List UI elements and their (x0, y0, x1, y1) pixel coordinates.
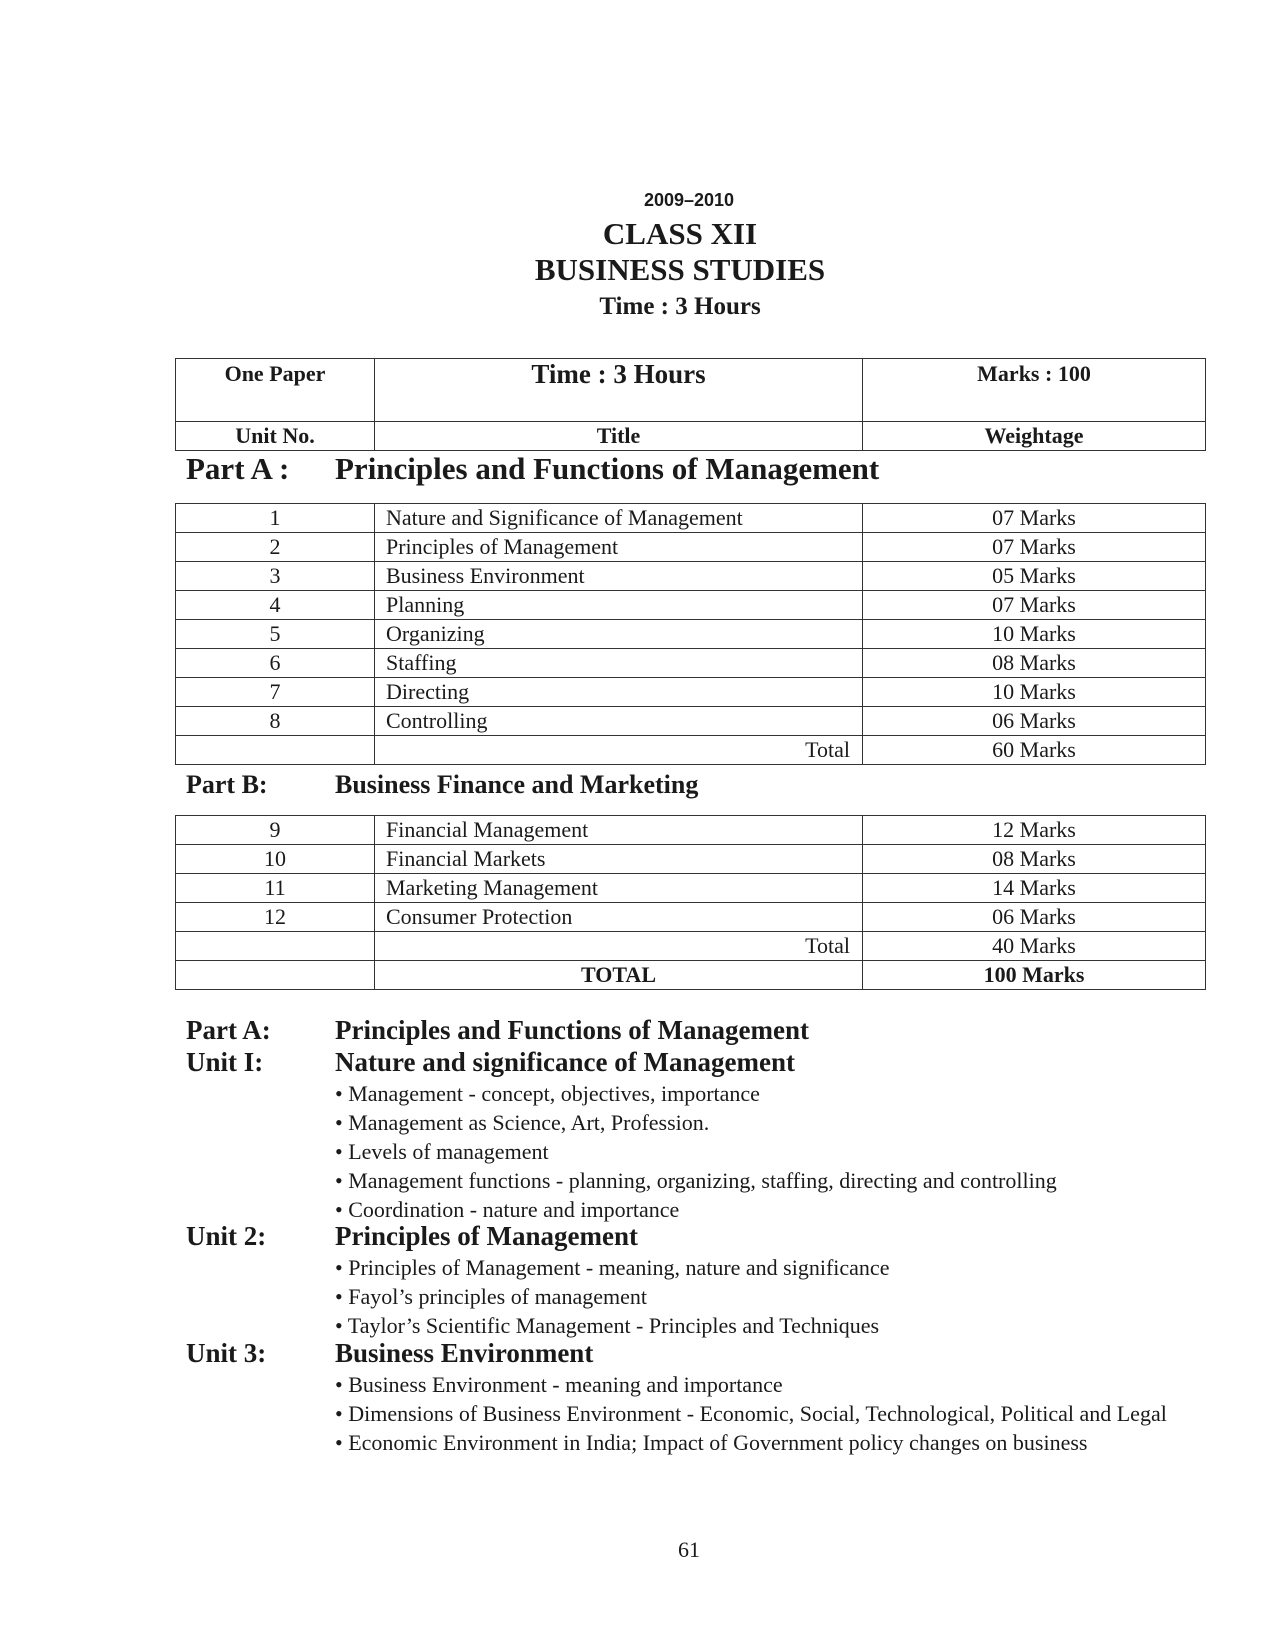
table-row (176, 649, 1206, 678)
part-b-table (175, 815, 1206, 990)
unit-marks: 10 Marks (863, 620, 1206, 649)
unit-number: 4 (176, 591, 375, 620)
unit-title: Controlling (375, 707, 863, 736)
empty-cell (176, 961, 375, 990)
list-item: • Management as Science, Art, Profession. (335, 1110, 710, 1135)
table-row (176, 816, 1206, 845)
list-item: • Economic Environment in India; Impact of Government policy changes on business (335, 1430, 1088, 1455)
table-row (176, 533, 1206, 562)
unit-title: Consumer Protection (375, 903, 863, 932)
unit-2-title: Principles of Management (335, 1221, 638, 1251)
grand-total-row (176, 961, 1206, 990)
unit-marks: 07 Marks (863, 533, 1206, 562)
unit-number: 6 (176, 649, 375, 678)
unit-1-heading (186, 1047, 795, 1078)
paper-cell: One Paper (176, 359, 375, 422)
part-a-table (175, 503, 1206, 765)
table-row (176, 707, 1206, 736)
total-label: Total (375, 932, 863, 961)
unit-marks: 06 Marks (863, 903, 1206, 932)
grand-total-label: TOTAL (375, 961, 863, 990)
unit-title: Staffing (375, 649, 863, 678)
unit-3-title: Business Environment (335, 1338, 594, 1368)
column-header-title: Title (375, 422, 863, 451)
unit-number: 12 (176, 903, 375, 932)
unit-number: 11 (176, 874, 375, 903)
academic-year: 2009–2010 (643, 190, 735, 210)
unit-marks: 08 Marks (863, 649, 1206, 678)
list-item: • Fayol’s principles of management (335, 1284, 647, 1309)
total-row (176, 736, 1206, 765)
unit-title: Marketing Management (375, 874, 863, 903)
unit-title: Principles of Management (375, 533, 863, 562)
total-marks: 60 Marks (863, 736, 1206, 765)
unit-1-label: Unit I: (186, 1047, 264, 1077)
list-item: • Principles of Management - meaning, nature and significance (335, 1255, 890, 1280)
unit-marks: 06 Marks (863, 707, 1206, 736)
column-header-weightage: Weightage (863, 422, 1206, 451)
grand-total-marks: 100 Marks (863, 961, 1206, 990)
unit-number: 10 (176, 845, 375, 874)
list-item: • Business Environment - meaning and importance (335, 1372, 783, 1397)
syllabus-part-heading (186, 1015, 809, 1046)
unit-title: Business Environment (375, 562, 863, 591)
list-item: • Levels of management (335, 1139, 549, 1164)
empty-cell (176, 736, 375, 765)
unit-number: 2 (176, 533, 375, 562)
unit-1-topics (335, 1079, 1215, 1224)
total-marks: 40 Marks (863, 932, 1206, 961)
unit-marks: 10 Marks (863, 678, 1206, 707)
unit-marks: 07 Marks (863, 591, 1206, 620)
syllabus-part-title: Principles and Functions of Management (335, 1015, 810, 1045)
unit-number: 1 (176, 504, 375, 533)
part-b-heading (186, 770, 698, 800)
unit-marks: 14 Marks (863, 874, 1206, 903)
unit-3-heading (186, 1338, 593, 1369)
unit-marks: 08 Marks (863, 845, 1206, 874)
part-b-title: Business Finance and Marketing (335, 770, 699, 799)
total-row (176, 932, 1206, 961)
unit-2-label: Unit 2: (186, 1221, 267, 1251)
page-number: 61 (678, 1537, 700, 1562)
unit-3-label: Unit 3: (186, 1338, 267, 1368)
list-item: • Coordination - nature and importance (335, 1197, 680, 1222)
list-item: • Management functions - planning, organizing, staffing, directing and controlling (335, 1168, 1057, 1193)
part-a-title: Principles and Functions of Management (335, 451, 880, 486)
unit-title: Nature and Significance of Management (375, 504, 863, 533)
unit-number: 5 (176, 620, 375, 649)
unit-1-title: Nature and significance of Management (335, 1047, 795, 1077)
table-row (176, 678, 1206, 707)
unit-title: Financial Management (375, 816, 863, 845)
marks-cell: Marks : 100 (863, 359, 1206, 422)
unit-3-topics (335, 1370, 1215, 1457)
subject-title: BUSINESS STUDIES (534, 252, 826, 287)
unit-title: Directing (375, 678, 863, 707)
table-row (176, 591, 1206, 620)
unit-marks: 12 Marks (863, 816, 1206, 845)
unit-number: 9 (176, 816, 375, 845)
unit-title: Planning (375, 591, 863, 620)
table-row (176, 874, 1206, 903)
time-cell: Time : 3 Hours (375, 359, 863, 422)
unit-2-topics (335, 1253, 1215, 1340)
table-row (176, 504, 1206, 533)
empty-cell (176, 932, 375, 961)
syllabus-part-label: Part A: (186, 1015, 271, 1045)
list-item: • Dimensions of Business Environment - Economic, Social, Technological, Political and Legal (335, 1401, 1167, 1426)
table-row (176, 562, 1206, 591)
unit-2-heading (186, 1221, 638, 1252)
unit-title: Organizing (375, 620, 863, 649)
part-a-heading (186, 451, 879, 487)
table-row (176, 620, 1206, 649)
total-label: Total (375, 736, 863, 765)
list-item: • Management - concept, objectives, importance (335, 1081, 760, 1106)
unit-number: 3 (176, 562, 375, 591)
list-item: • Taylor’s Scientific Management - Principles and Techniques (335, 1313, 880, 1338)
table-row (176, 845, 1206, 874)
unit-marks: 07 Marks (863, 504, 1206, 533)
unit-number: 8 (176, 707, 375, 736)
table-row (176, 903, 1206, 932)
unit-marks: 05 Marks (863, 562, 1206, 591)
unit-title: Financial Markets (375, 845, 863, 874)
column-header-unit: Unit No. (176, 422, 375, 451)
summary-table (175, 358, 1206, 451)
part-a-label: Part A : (186, 451, 290, 486)
unit-number: 7 (176, 678, 375, 707)
part-b-label: Part B: (186, 770, 268, 799)
exam-duration: Time : 3 Hours (599, 293, 761, 320)
class-title: CLASS XII (602, 216, 758, 251)
